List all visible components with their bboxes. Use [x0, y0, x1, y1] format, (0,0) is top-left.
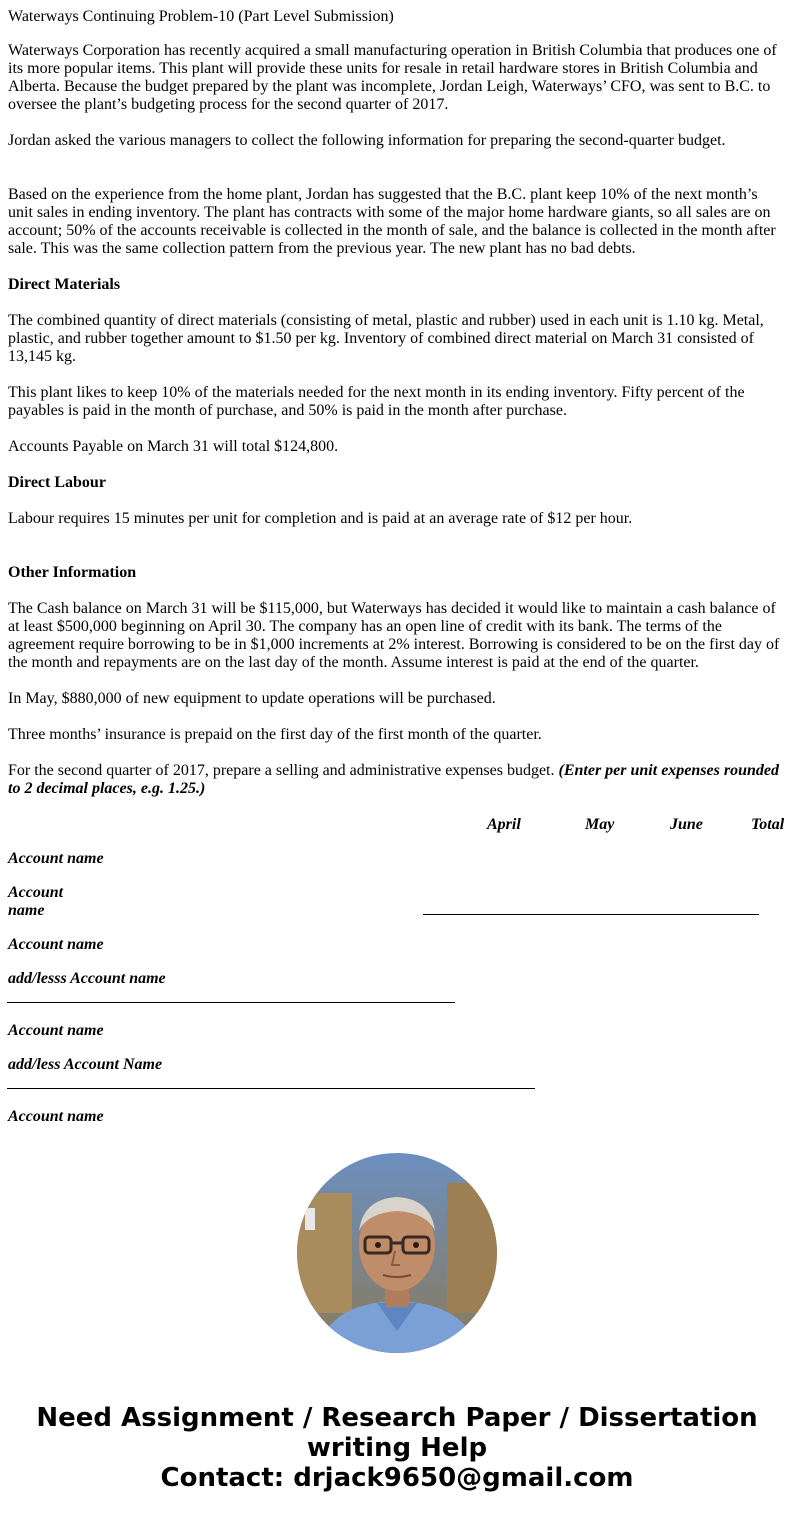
column-header-may: May — [585, 816, 615, 833]
direct-materials-paragraph-1: The combined quantity of direct materials (consisting of metal, plastic and rubber) used in each unit is 1.10 kg. Metal, plastic, and rubber together amount to $1.50 per kg. Inventory of combined direct material on March 31 consisted of 13,145 kg. — [8, 312, 764, 365]
column-header-total: Total — [751, 816, 785, 833]
task-text: For the second quarter of 2017, prepare a selling and administrative expenses budget. — [8, 762, 559, 779]
subtotal-divider — [7, 1088, 535, 1089]
direct-labour-paragraph: Labour requires 15 minutes per unit for completion and is paid at an average rate of $12 per hour. — [8, 510, 633, 527]
underline-divider — [423, 914, 759, 915]
column-header-april: April — [487, 816, 521, 833]
account-name-label: add/less Account Name — [8, 1056, 163, 1073]
direct-materials-heading: Direct Materials — [8, 276, 121, 293]
column-header-june: June — [670, 816, 703, 833]
task-instruction: (Enter per unit expenses rounded to 2 decimal places, e.g. 1.25.) — [8, 762, 779, 797]
accounts-payable-paragraph: Accounts Payable on March 31 will total $124,800. — [8, 438, 339, 455]
page-title: Waterways Continuing Problem-10 (Part Level Submission) — [8, 8, 394, 25]
account-name-label: Account name — [8, 1108, 104, 1125]
budget-row — [8, 1056, 784, 1074]
budget-row — [8, 970, 784, 988]
direct-materials-paragraph-2: This plant likes to keep 10% of the materials needed for the next month in its ending inventory. Fifty percent of the payables is paid in the month of purchase, and 50% is paid in the month after purchase. — [8, 384, 745, 419]
account-name-label: Account name — [8, 1022, 104, 1039]
cash-balance-paragraph: The Cash balance on March 31 will be $115,000, but Waterways has decided it would like to maintain a cash balance of at least $500,000 beginning on April 30. The company has an open line of credit with its bank. The terms of the agreement require borrowing to be in $1,000 increments at 2% interest. Borrowing is considered to be on the first day of the month and repayments are on the last day of the month. Assume interest is paid at the end of the quarter. — [8, 600, 780, 671]
direct-labour-heading: Direct Labour — [8, 474, 106, 491]
equipment-paragraph: In May, $880,000 of new equipment to update operations will be purchased. — [8, 690, 496, 707]
subtotal-divider — [7, 1002, 455, 1003]
account-name-label: Account name — [8, 850, 104, 867]
ad-contact: Contact: drjack9650@gmail.com — [160, 1463, 634, 1493]
task-paragraph — [8, 762, 784, 798]
intro-paragraph: Waterways Corporation has recently acquired a small manufacturing operation in British Columbia that produces one of its more popular items. This plant will provide these units for resale in retail hardware stores in British Columbia and Alberta. Because the budget prepared by the plant was incomplete, Jordan Leigh, Waterways’ CFO, was sent to B.C. to oversee the plant’s budgeting process for the second quarter of 2017. — [8, 42, 777, 113]
collect-paragraph: Jordan asked the various managers to collect the following information for preparing the second-quarter budget. — [8, 132, 726, 149]
account-name-label: Account name — [8, 884, 64, 919]
budget-row — [8, 850, 784, 868]
budget-row — [8, 884, 784, 920]
insurance-paragraph: Three months’ insurance is prepaid on the first day of the first month of the quarter. — [8, 726, 542, 743]
account-name-label: add/lesss Account name — [8, 970, 166, 987]
budget-row — [8, 936, 784, 954]
advertisement-banner — [0, 1403, 794, 1493]
account-name-label: Account name — [8, 936, 104, 953]
problem-document — [8, 8, 784, 1126]
experience-paragraph: Based on the experience from the home plant, Jordan has suggested that the B.C. plant keep 10% of the next month’s unit sales in ending inventory. The plant has contracts with some of the major home hardware giants, so all sales are on account; 50% of the accounts receivable is collected in the month of sale, and the balance is collected in the month after sale. This was the same collection pattern from the previous year. The new plant has no bad debts. — [8, 186, 776, 257]
budget-column-headers — [8, 816, 784, 834]
person-portrait-icon — [297, 1153, 497, 1353]
budget-row — [8, 1022, 784, 1040]
ad-line-1: Need Assignment / Research Paper / Dissertation — [36, 1403, 758, 1433]
avatar — [297, 1153, 497, 1353]
other-information-heading: Other Information — [8, 564, 137, 581]
ad-line-2: writing Help — [306, 1433, 488, 1463]
budget-row — [8, 1108, 784, 1126]
